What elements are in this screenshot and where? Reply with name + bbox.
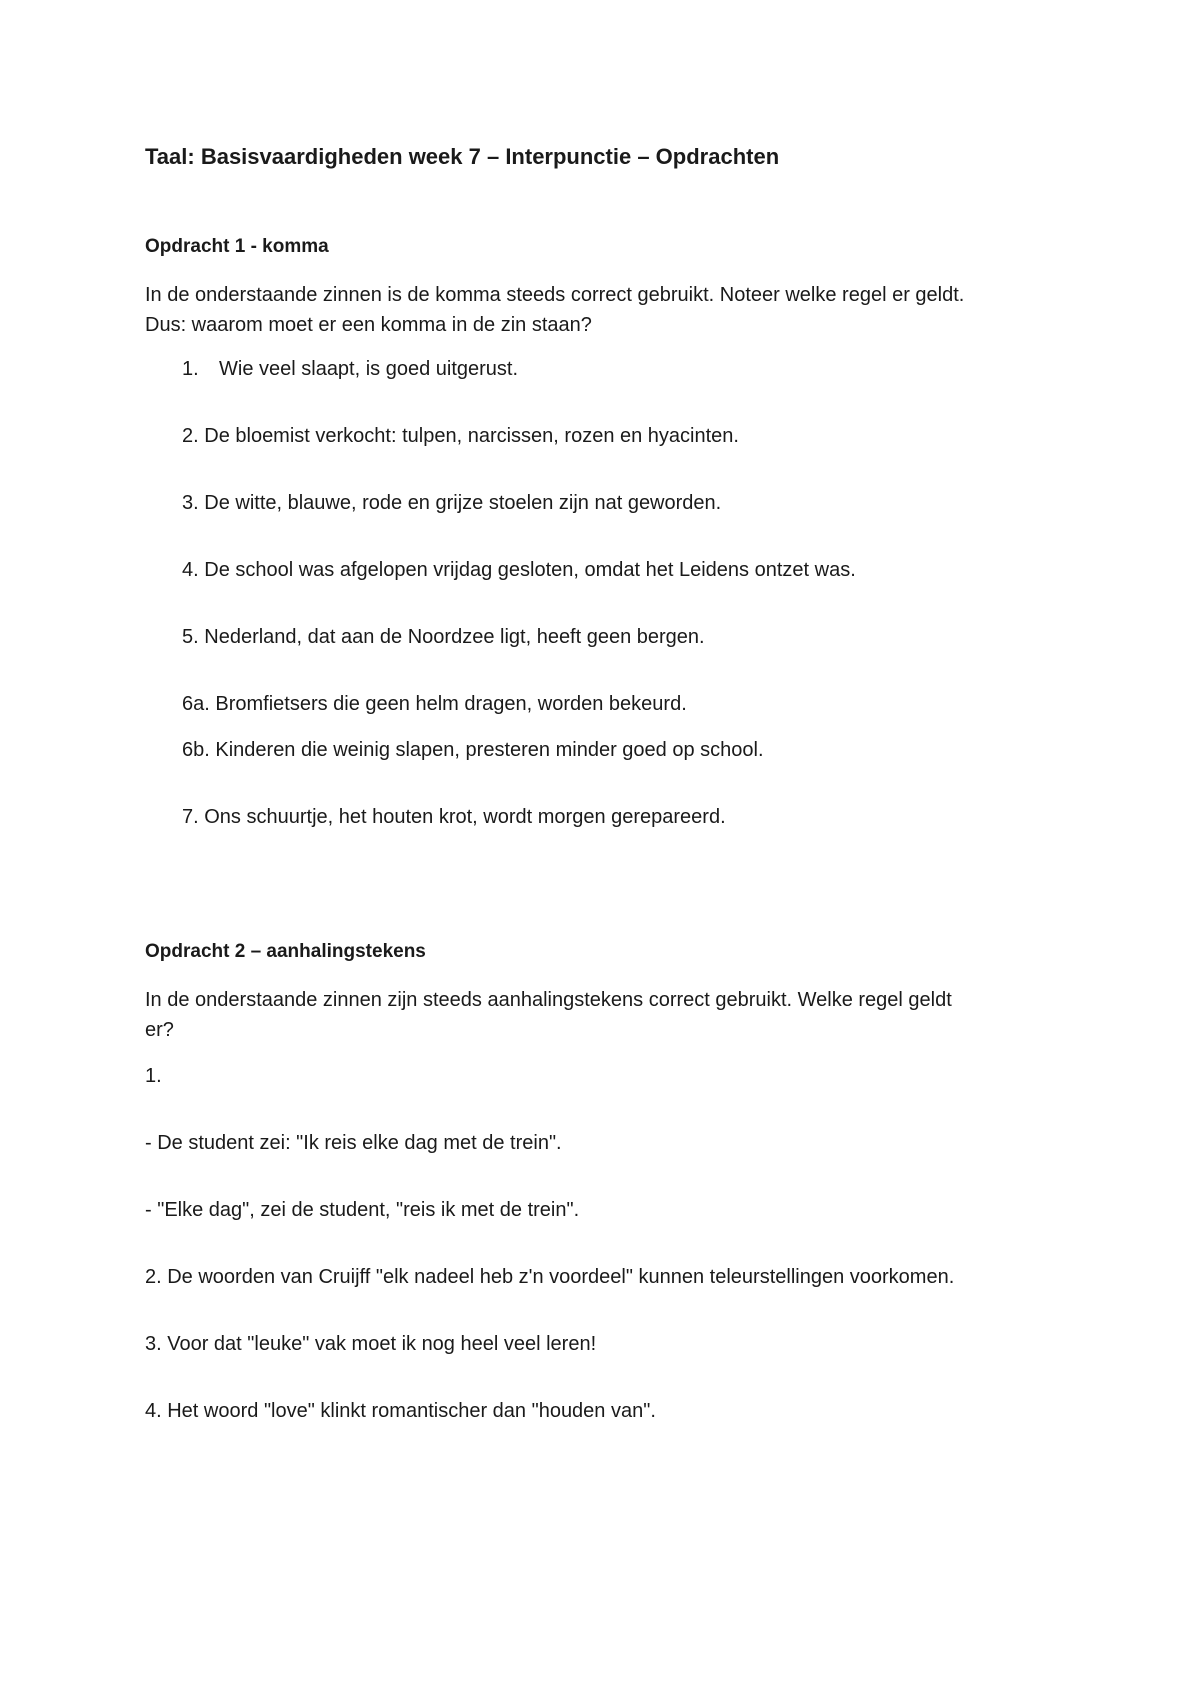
list-item: 4. Het woord "love" klinkt romantischer dan "houden van". [145,1400,656,1422]
instruction-line: In de onderstaande zinnen zijn steeds aanhalingstekens correct gebruikt. Welke regel geldt [145,989,952,1011]
list-item-number: 4. [182,559,199,581]
list-item-number: 7. [182,806,199,828]
list-item-text: Nederland, dat aan de Noordzee ligt, heeft geen bergen. [204,626,705,648]
list-item-text: De school was afgelopen vrijdag gesloten, omdat het Leidens ontzet was. [204,559,856,581]
opdracht-2-heading: Opdracht 2 – aanhalingstekens [145,941,426,962]
list-item [182,557,856,583]
instruction-line: er? [145,1019,174,1041]
list-item [182,624,705,650]
list-item [182,737,764,763]
list-item-text: Ons schuurtje, het houten krot, wordt morgen gerepareerd. [204,806,726,828]
list-item-number: 5. [182,626,199,648]
opdracht-1-instruction [145,280,1065,340]
list-item [182,804,726,830]
instruction-line: In de onderstaande zinnen is de komma steeds correct gebruikt. Noteer welke regel er geldt. [145,284,965,306]
list-item [182,356,518,382]
list-item-text: De witte, blauwe, rode en grijze stoelen zijn nat geworden. [204,492,722,514]
list-item-text: Wie veel slaapt, is goed uitgerust. [219,358,519,380]
list-item-number: 3. [182,492,199,514]
list-item: 3. Voor dat "leuke" vak moet ik nog heel veel leren! [145,1333,597,1355]
list-item-text: Bromfietsers die geen helm dragen, worden bekeurd. [215,693,687,715]
document-title: Taal: Basisvaardigheden week 7 – Interpunctie – Opdrachten [145,144,780,169]
list-item [182,691,687,717]
list-item-number: 2. [182,425,199,447]
list-item [182,490,721,516]
list-item [182,423,739,449]
quote-example: - De student zei: "Ik reis elke dag met de trein". [145,1132,562,1154]
list-item-number: 6a. [182,693,210,715]
list-item-number: 1. [182,358,199,380]
list-item-number: 1. [145,1065,162,1087]
quote-example: - "Elke dag", zei de student, "reis ik met de trein". [145,1199,580,1221]
list-item-text: De bloemist verkocht: tulpen, narcissen, rozen en hyacinten. [204,425,739,447]
instruction-line: Dus: waarom moet er een komma in de zin staan? [145,314,592,336]
opdracht-1-heading: Opdracht 1 - komma [145,236,329,257]
list-item-text: Kinderen die weinig slapen, presteren minder goed op school. [215,739,764,761]
list-item: 2. De woorden van Cruijff "elk nadeel heb z'n voordeel" kunnen teleurstellingen voorkomen. [145,1266,955,1288]
list-item-number: 6b. [182,739,210,761]
opdracht-2-instruction [145,985,1065,1045]
